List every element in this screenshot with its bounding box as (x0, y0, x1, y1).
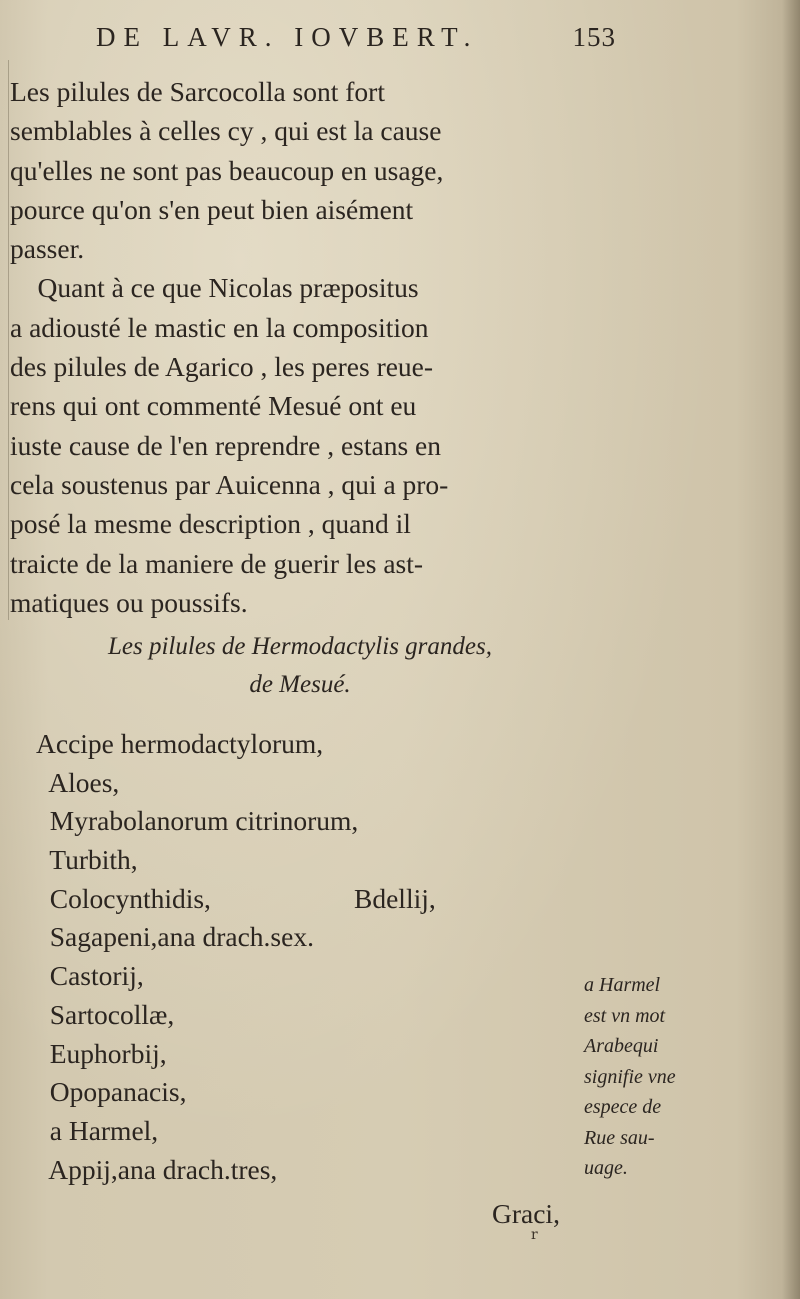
text-line: qu'elles ne sont pas beaucoup en usage, (10, 154, 444, 186)
recipe-item: Sagapeni,ana drach.sex. (36, 921, 314, 953)
recipe-item: a Harmel, (36, 1114, 159, 1146)
recipe-item: Accipe hermodactylorum, (36, 728, 324, 759)
margin-note (584, 970, 744, 1184)
text-line: cela soustenus par Auicenna , qui a pro- (10, 468, 449, 500)
text-line: des pilules de Agarico , les peres reue- (10, 351, 434, 383)
margin-note-line: Arabequi (584, 1035, 659, 1057)
text-line: iuste cause de l'en reprendre , estans en (10, 429, 442, 461)
body-text (10, 72, 602, 622)
recipe-item: Euphorbij, (36, 1037, 167, 1069)
text-line: pource qu'on s'en peut bien aisément (10, 193, 414, 225)
text-line: traicte de la maniere de guerir les ast- (10, 547, 424, 579)
section-heading-line-2: de Mesué. (249, 671, 351, 698)
running-head: DE LAVR. IOVBERT. (96, 22, 479, 52)
margin-note-line: espece de (584, 1096, 662, 1118)
text-line: matiques ou poussifs. (10, 586, 248, 618)
text-line: passer. (10, 233, 85, 265)
text-line: Les pilules de Sarcocolla sont fort (10, 76, 385, 107)
page-number: 153 (572, 22, 616, 52)
recipe-item: Opopanacis, (36, 1076, 187, 1108)
recipe-item: Appij,ana drach.tres, (36, 1153, 278, 1185)
catchword: Graci, (492, 1198, 560, 1229)
recipe-item: Castorij, (36, 960, 144, 992)
text-line: Quant à ce que Nicolas præpositus (10, 272, 419, 304)
recipe-item: Myrabolanorum citrinorum, (36, 805, 359, 837)
text-line: posé la mesme description , quand il (10, 508, 411, 540)
recipe-item: Turbith, (36, 844, 138, 876)
margin-note-line: Rue sau- (584, 1126, 655, 1149)
recipe-item: Sartocollæ, (36, 998, 175, 1030)
margin-note-line: est vn mot (584, 1004, 666, 1027)
recipe-item: Colocynthidis, Bdellij, (36, 882, 436, 914)
signature-mark: r (531, 1227, 538, 1243)
text-line: rens qui ont commenté Mesué ont eu (10, 390, 417, 422)
margin-note-line: signifie vne (584, 1065, 676, 1088)
page-header (96, 22, 616, 62)
section-heading-line-1: Les pilules de Hermodactylis grandes, (108, 633, 492, 660)
recipe-list (36, 725, 556, 1189)
recipe-item: Aloes, (36, 766, 120, 798)
margin-note-line: uage. (584, 1157, 628, 1179)
section-heading (0, 628, 600, 704)
text-line: semblables à celles cy , qui est la cause (10, 115, 442, 147)
text-line: a adiousté le mastic en la composition (10, 311, 429, 343)
page-edge-shadow (782, 0, 800, 1299)
gutter-line (8, 60, 9, 620)
margin-note-line: a Harmel (584, 974, 661, 996)
